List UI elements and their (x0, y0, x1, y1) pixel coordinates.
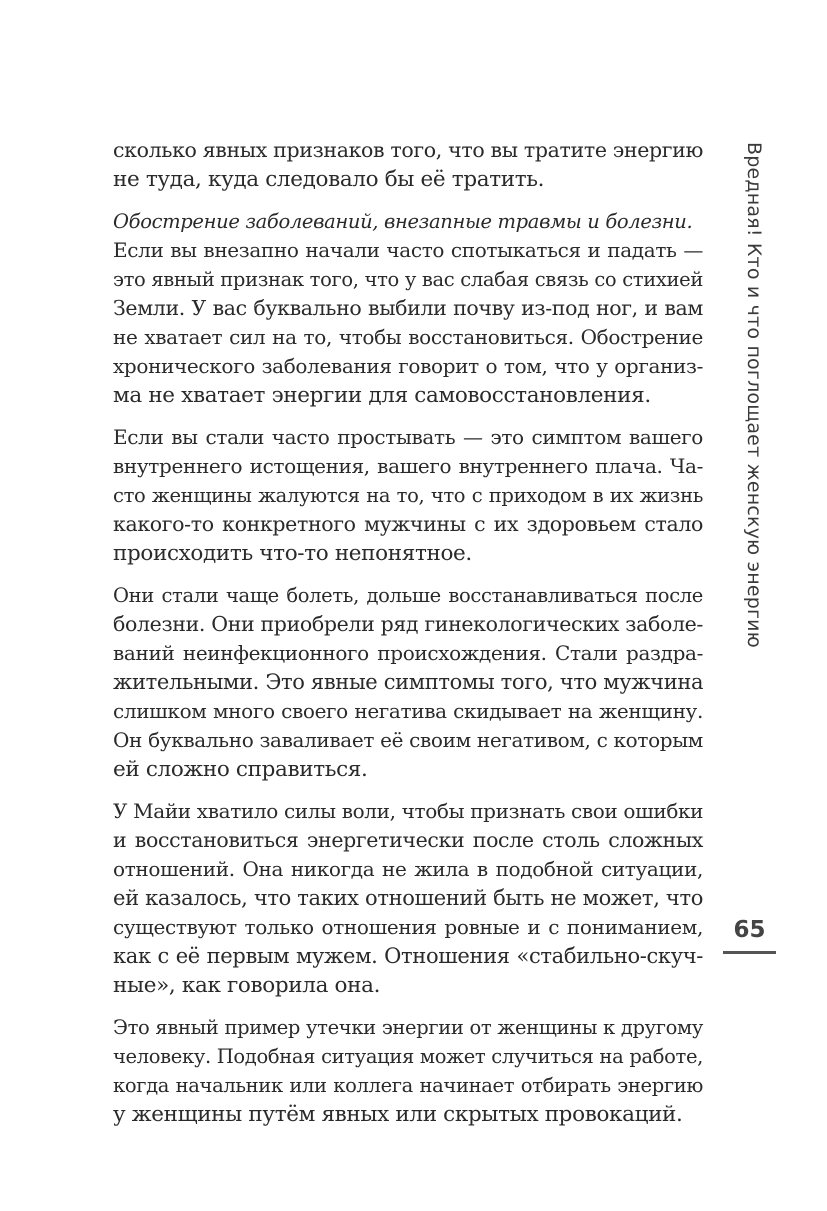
page-number-rule (723, 951, 776, 954)
text-line: Он буквально заваливает её своим негативом, с которым (113, 728, 703, 752)
text-line: происходить что-то непонятное. (113, 541, 472, 566)
text-line: Если вы стали часто простывать — это симптом вашего (113, 425, 703, 449)
text-line: жительными. Это явные симптомы того, что мужчина (113, 670, 704, 694)
text-line: слишком много своего негатива скидывает на женщину. (113, 699, 703, 723)
page-number: 65 (733, 917, 766, 943)
text-line: Если вы внезапно начали часто спотыкаться и падать — (113, 238, 703, 262)
text-line: ные», как говорила она. (113, 973, 381, 998)
text-line: сколько явных признаков того, что вы тратите энергию (113, 138, 703, 162)
paragraph-1 (113, 136, 703, 194)
body-text (113, 136, 703, 1142)
text-line: существуют только отношения ровные и с пониманием, (113, 915, 703, 939)
text-line: не туда, куда следовало бы её тратить. (113, 167, 545, 192)
text-line: болезни. Они приобрели ряд гинекологических заболе- (113, 612, 703, 636)
text-line: какого-то конкретного мужчины с их здоровьем стало (113, 512, 703, 536)
italic-subheading: Обострение заболеваний, внезапные травмы и болезни. (113, 210, 693, 233)
text-line: хронического заболевания говорит о том, что у организ- (113, 354, 703, 378)
paragraph-2 (113, 207, 703, 410)
text-line: сто женщины жалуются на то, что с приходом в их жизнь (113, 484, 703, 507)
text-line: ей казалось, что таких отношений быть не может, что (113, 886, 703, 910)
text-line: У Майи хватило силы воли, чтобы признать свои ошибки (113, 799, 704, 823)
text-line: Земли. У вас буквально выбили почву из-под ног, и вам (113, 296, 703, 320)
text-line: не хватает сил на то, чтобы восстановиться. Обострение (113, 325, 703, 349)
text-line: ма не хватает энергии для самовосстановления. (113, 383, 651, 408)
text-line: Это явный пример утечки энергии от женщины к другому (113, 1016, 703, 1039)
running-head: Вредная! Кто и что поглощает женскую энергию (743, 142, 765, 648)
text-line: как с её первым мужем. Отношения «стабильно-скуч- (113, 944, 703, 968)
text-line: отношений. Она никогда не жила в подобной ситуации, (113, 857, 703, 881)
paragraph-3 (113, 423, 703, 568)
text-line: это явный признак того, что у вас слабая связь со стихией (113, 268, 703, 291)
text-line: и восстановиться энергетически после столь сложных (113, 828, 703, 852)
text-line: внутреннего истощения, вашего внутреннего плача. Ча- (113, 454, 703, 478)
text-line: Они стали чаще болеть, дольше восстанавливаться после (113, 584, 703, 607)
text-line: когда начальник или коллега начинает отбирать энергию (113, 1074, 703, 1097)
text-line: человеку. Подобная ситуация может случиться на работе, (113, 1045, 703, 1068)
paragraph-6 (113, 1013, 703, 1129)
text-line: ваний неинфекционного происхождения. Стали раздра- (113, 641, 703, 665)
text-line: ей сложно справиться. (113, 757, 368, 782)
paragraph-5 (113, 797, 703, 1000)
text-line: у женщины путём явных или скрытых провокаций. (113, 1102, 683, 1127)
paragraph-4 (113, 581, 703, 784)
